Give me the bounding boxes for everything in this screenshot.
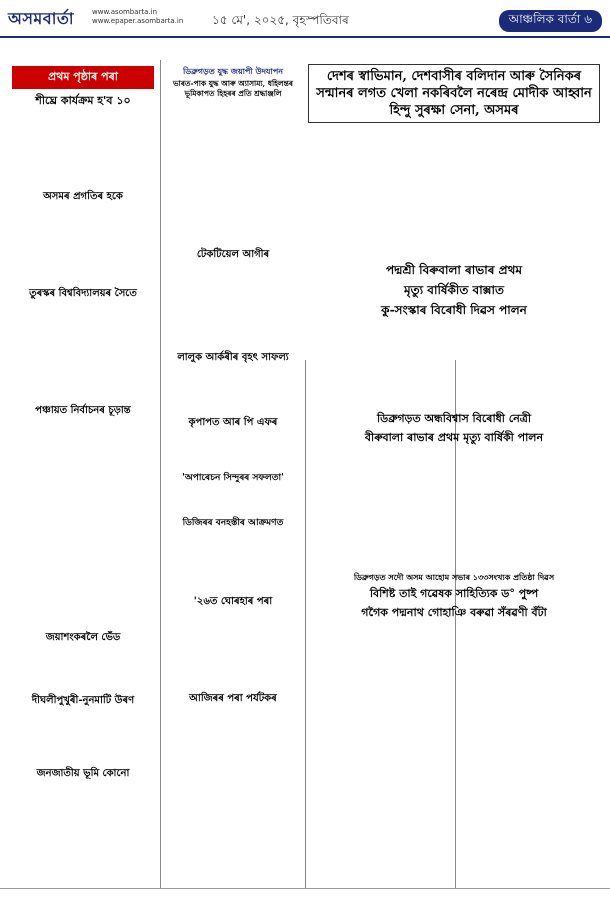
article-body	[12, 206, 154, 286]
issue-date: ১৫ মে', ২০২৫, বৃহস্পতিবাৰ	[212, 13, 349, 27]
story-birubala-dibrugarh	[308, 410, 600, 448]
story-birubala-baksa	[308, 262, 600, 322]
headline: '২৬ত ঘোৰহাৰ পৰা	[193, 596, 273, 607]
section-label: আঞ্চলিক বাৰ্তা ৬	[499, 10, 602, 32]
epaper-url: www.epaper.asombarta.in	[92, 17, 184, 25]
headline: টেকটিয়েল আগীৰ	[196, 249, 270, 260]
masthead	[0, 0, 610, 38]
story-ahom-sabha	[308, 572, 600, 623]
lead-headline: দেশৰ স্বাভিমান, দেশবাসীৰ বলিদান আৰু সৈনিকৰ সন্মানৰ লগত খেলা নকৰিবলৈ নৰেন্দ্ৰ মোদীক আহ্বান হিন্দু সুৰক্ষা সেনা, অসমৰ	[308, 64, 600, 123]
headline: শীঘ্ৰে কাৰ্যক্ৰম হ'ব ১০	[35, 94, 131, 107]
headline: কৃপাপত আৰ পি এফৰ	[188, 417, 278, 428]
headline: ডিজিৰৰ বনহস্তীৰ আক্ৰমণত	[182, 518, 284, 528]
box-kicker: ডিব্ৰুগড়ত যুদ্ধ জয়াপী উদযাপন	[182, 66, 284, 76]
continued-from-front-band: প্ৰথম পৃষ্ঠাৰ পৰা	[12, 66, 154, 89]
headline: 'অপাৰেচন সিন্দুৰৰ সফলতা'	[182, 473, 284, 483]
headline: কু-সংস্কাৰ বিৰোধী দিৱস পালন	[381, 303, 527, 317]
article-body	[166, 611, 300, 691]
left-column	[12, 66, 154, 843]
article-body	[166, 367, 300, 415]
headline: লালুক আৰ্কৰীৰ বৃহৎ সাফল্য	[177, 352, 289, 363]
newspaper-logo: অসমবাৰ্তা	[8, 9, 75, 28]
headline: জয়াশংকৰলৈ ভেঁড	[45, 632, 121, 643]
headline: মৃত্যু বাৰ্ষিকীত বাক্সাত	[403, 283, 504, 297]
headline: পদ্মশ্ৰী বিৰুবালা ৰাভাৰ প্ৰথম	[385, 263, 523, 277]
article-body	[12, 303, 154, 403]
article-body	[12, 647, 154, 693]
headline: পঞ্চায়ত নিৰ্বাচনৰ চূড়ান্ত	[35, 405, 131, 416]
article-body	[166, 485, 300, 515]
page-footer	[0, 888, 610, 899]
box-headline: ভাৰত-পাক যুদ্ধ আৰু অ্যাসাম্য, ধহিলন্তৰ ভূমিকাপত হিহৰৰ প্ৰতি শ্ৰদ্ধাঞ্জলি	[172, 79, 294, 98]
kicker: ডিব্ৰুগড়ত সদৌ অসম আহোম সভাৰ ১৩৩সংখ্যক প্ৰতিষ্ঠা দিৱস	[353, 572, 555, 582]
article-body	[12, 420, 154, 630]
article-body	[166, 99, 300, 247]
article-body	[12, 783, 154, 843]
article-body	[12, 710, 154, 766]
article-body	[166, 530, 300, 594]
headline: তুৰস্কৰ বিশ্ববিদ্যালয়ৰ সৈতে	[29, 288, 137, 299]
middle-column	[166, 66, 300, 782]
article-body	[166, 432, 300, 470]
article-body	[12, 111, 154, 189]
website-links	[92, 8, 183, 26]
website-url: www.asombarta.in	[92, 8, 158, 16]
article-body	[166, 708, 300, 782]
headline: জনজাতীয় ভূমি কোনো	[36, 768, 130, 779]
headline: বীৰুবালা ৰাভাৰ প্ৰথম মৃত্যু বাৰ্ষিকী পালন	[364, 431, 544, 444]
headline: দীঘলীপুখুৰী-নুনমাটি উৰণ	[31, 695, 135, 706]
headline: বিশিষ্ট তাই গৱেষক সাহিত্যিক ড° পুষ্প	[369, 587, 539, 600]
headline: গগৈক পদ্মনাথ গোহাঞি বৰুৱা সঁৰৱণী বঁটা	[361, 606, 547, 619]
headline: অসমৰ প্ৰগতিৰ হকে	[43, 191, 123, 202]
article-body	[166, 264, 300, 350]
headline: আজিৰৰ পৰা পৰ্যটকৰ	[189, 693, 277, 704]
headline: ডিব্ৰুগড়ত অন্ধবিশ্বাস বিৰোধী নেত্ৰী	[376, 412, 532, 425]
column-divider	[160, 60, 161, 888]
column-divider	[305, 360, 306, 888]
